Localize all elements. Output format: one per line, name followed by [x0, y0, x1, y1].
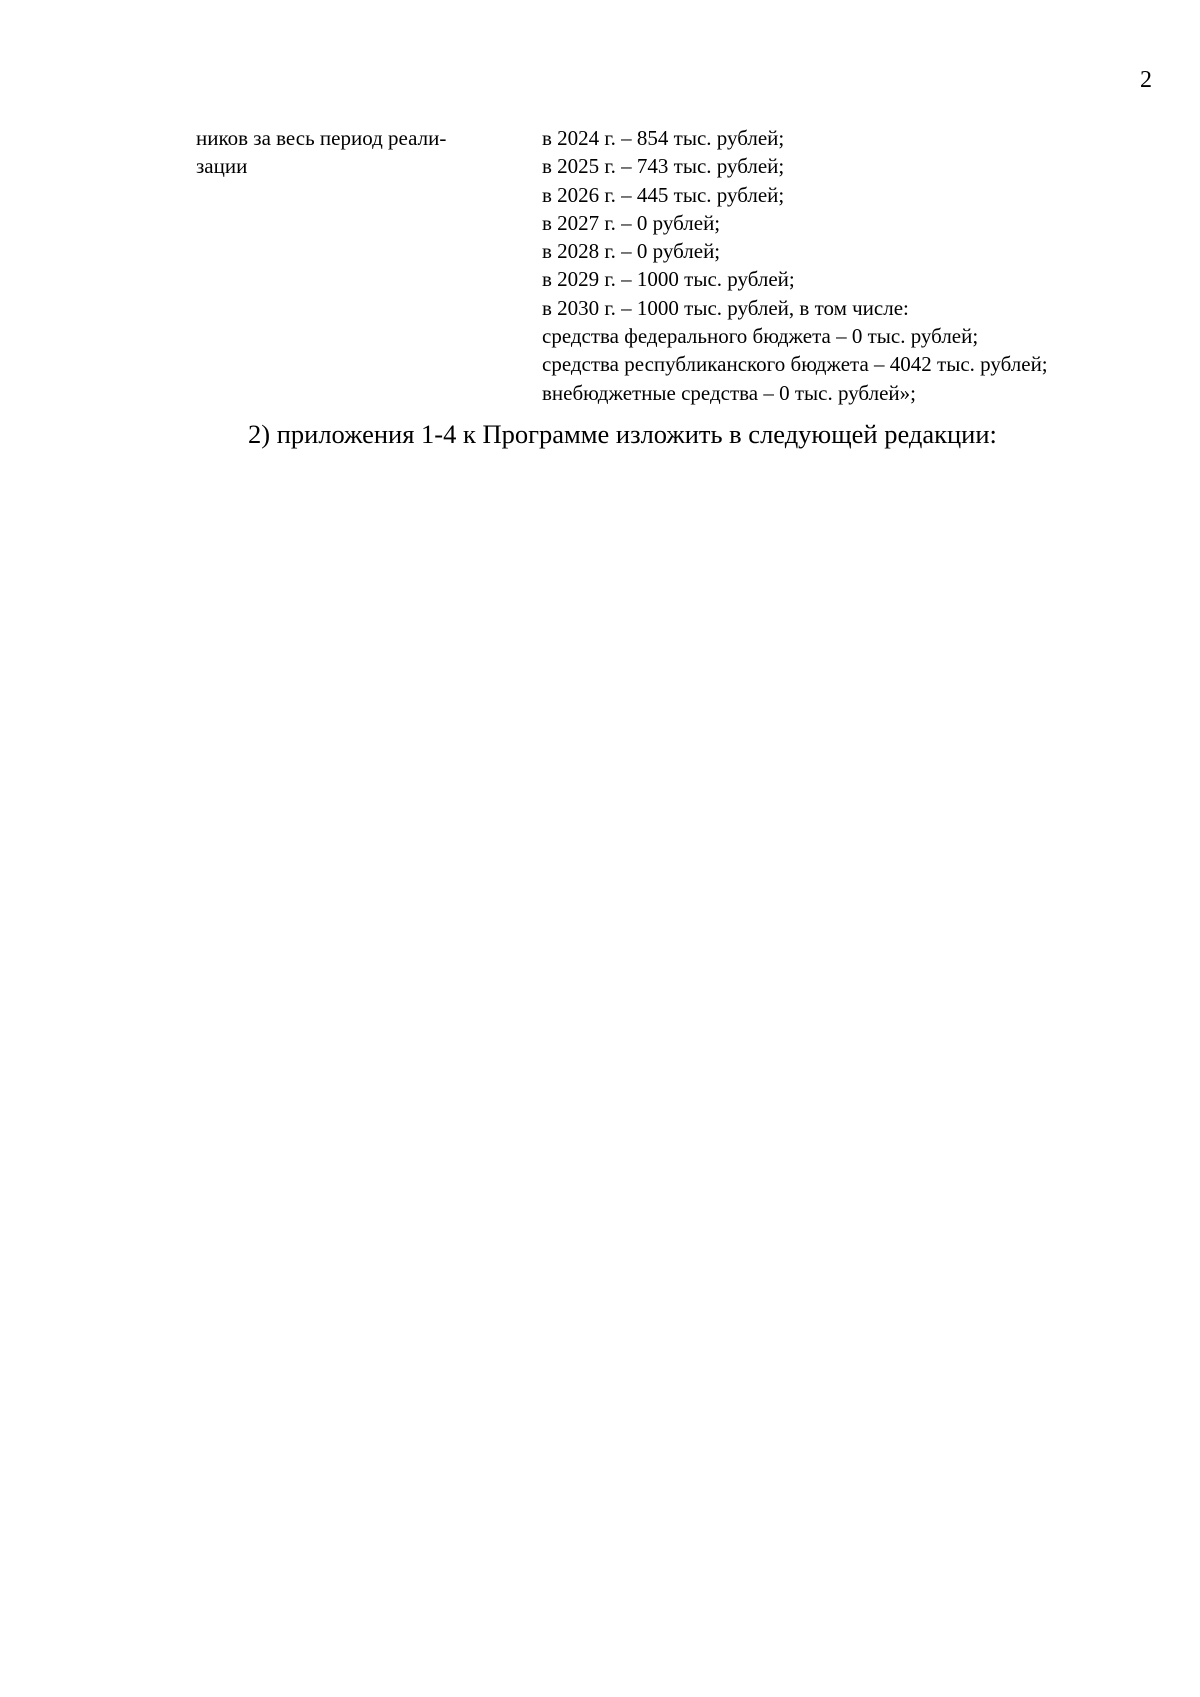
funding-line-republican: средства республиканского бюджета – 4042 тыс. рублей; [542, 352, 1048, 377]
amendment-paragraph: 2) приложения 1-4 к Программе изложить в следующей редакции: [248, 419, 997, 449]
table-right-cell [542, 124, 1162, 407]
left-cell-line: зации [196, 154, 248, 179]
funding-line-2026: в 2026 г. – 445 тыс. рублей; [542, 182, 785, 207]
page-number: 2 [1140, 67, 1152, 93]
funding-line-2025: в 2025 г. – 743 тыс. рублей; [542, 154, 785, 179]
funding-line-2029: в 2029 г. – 1000 тыс. рублей; [542, 267, 795, 292]
table-left-cell [196, 124, 496, 181]
funding-line-2027: в 2027 г. – 0 рублей; [542, 210, 721, 235]
funding-line-federal: средства федерального бюджета – 0 тыс. рублей; [542, 324, 979, 349]
funding-line-2024: в 2024 г. – 854 тыс. рублей; [542, 126, 785, 150]
funding-line-2030: в 2030 г. – 1000 тыс. рублей, в том числе: [542, 295, 909, 320]
funding-line-2028: в 2028 г. – 0 рублей; [542, 239, 721, 264]
left-cell-line: ников за весь период реали- [196, 126, 447, 150]
funding-line-extrabudgetary: внебюджетные средства – 0 тыс. рублей»; [542, 380, 916, 405]
